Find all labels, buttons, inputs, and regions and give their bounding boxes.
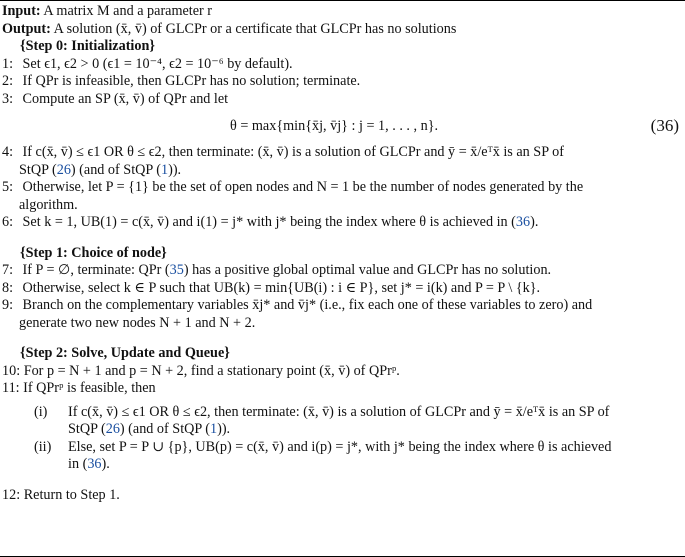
text: Set k = 1, UB(1) = c(x̄, v̄) and i(1) = j* with j* being the index where θ is achieved in ( — [22, 214, 516, 230]
text: in ( — [68, 456, 88, 472]
line-text: For p = N + 1 and p = N + 2, find a stationary point (x̄, v̄) of QPrᵖ. — [23, 362, 400, 379]
text: StQP ( — [19, 161, 57, 178]
line-text: If QPrᵖ is feasible, then — [23, 380, 156, 396]
line-text: Set ϵ1, ϵ2 > 0 (ϵ1 = 10⁻⁴, ϵ2 = 10⁻⁶ by default). — [22, 55, 293, 72]
citation-link[interactable]: 35 — [169, 262, 184, 278]
line-number: 5: — [2, 179, 14, 195]
text: StQP ( — [68, 421, 106, 437]
line-4 — [2, 144, 683, 162]
citation-link[interactable]: 26 — [56, 161, 71, 178]
step2-title: {Step 2: Solve, Update and Queue} — [20, 345, 230, 361]
line-text: Branch on the complementary variables x̄j* and v̄j* (i.e., fix each one of these variables to zero) and — [22, 297, 593, 313]
output-text: A solution (x̄, v̄) of GLCPr or a certificate that GLCPr has no solutions — [53, 20, 457, 37]
line-12 — [2, 487, 683, 505]
line-11 — [2, 380, 683, 398]
input-line — [2, 3, 683, 21]
citation-link[interactable]: 1 — [210, 421, 218, 437]
line-text: If c(x̄, v̄) ≤ ϵ1 OR θ ≤ ϵ2, then terminate: (x̄, v̄) is a solution of GLCPr and ȳ = x̄/eᵀx̄ is an SP of — [68, 403, 610, 420]
line-text: If QPr is infeasible, then GLCPr has no solution; terminate. — [22, 73, 361, 89]
line-11-ii — [2, 439, 683, 457]
text: ). — [530, 214, 539, 230]
text: If P = ∅, terminate: QPr ( — [22, 262, 170, 278]
text: ) (and of StQP ( — [119, 421, 211, 437]
line-8 — [2, 280, 683, 298]
line-5 — [2, 179, 683, 197]
line-text: Otherwise, select k ∈ P such that UB(k) = min{UB(i) : i ∈ P}, set j* = i(k) and P = P \ {k}. — [22, 279, 541, 296]
line-number: 12: — [2, 486, 21, 503]
line-9-cont: generate two new nodes N + 1 and N + 2. — [19, 314, 256, 331]
line-number: 1: — [2, 55, 14, 72]
line-number: 11: — [2, 380, 20, 396]
output-label: Output: — [2, 20, 51, 37]
line-number: 10: — [2, 362, 21, 379]
text: ). — [101, 456, 110, 472]
input-label: Input: — [2, 3, 41, 19]
step0-title: {Step 0: Initialization} — [20, 38, 155, 54]
line-number: 6: — [2, 214, 14, 230]
line-number: 7: — [2, 262, 14, 278]
line-3 — [2, 91, 683, 109]
line-number: 3: — [2, 90, 14, 107]
line-number: 2: — [2, 73, 14, 89]
line-number: 9: — [2, 297, 14, 313]
line-10 — [2, 363, 683, 381]
line-text: Return to Step 1. — [23, 486, 120, 503]
line-text: Compute an SP (x̄, v̄) of QPr and let — [22, 90, 229, 107]
line-9 — [2, 297, 683, 315]
input-text: A matrix M and a parameter r — [43, 3, 213, 19]
roman-numeral: (ii) — [34, 438, 52, 455]
text: )). — [168, 161, 182, 178]
equation-36 — [2, 108, 683, 144]
line-6 — [2, 214, 683, 232]
line-4-cont — [2, 162, 683, 180]
citation-link[interactable]: 36 — [87, 456, 102, 472]
roman-numeral: (i) — [34, 403, 48, 420]
citation-link[interactable]: 36 — [515, 214, 531, 230]
line-5-cont: algorithm. — [19, 196, 78, 213]
line-11-i — [2, 404, 683, 422]
equation-number: (36) — [650, 116, 679, 135]
step1-title: {Step 1: Choice of node} — [20, 244, 167, 261]
line-text: If c(x̄, v̄) ≤ ϵ1 OR θ ≤ ϵ2, then terminate: (x̄, v̄) is a solution of GLCPr and ȳ = x̄/eᵀx̄ is an SP of — [22, 144, 564, 160]
line-number: 4: — [2, 144, 14, 160]
text: ) has a positive global optimal value and GLCPr has no solution. — [183, 262, 552, 278]
equation-formula: θ = max{min{x̄j, v̄j} : j = 1, . . . , n}. — [230, 118, 439, 134]
line-number: 8: — [2, 279, 14, 296]
citation-link[interactable]: 26 — [105, 421, 120, 437]
line-text: Else, set P = P ∪ {p}, UB(p) = c(x̄, v̄) and i(p) = j*, with j* being the index where θ is achieved — [68, 438, 612, 455]
line-text: Otherwise, let P = {1} be the set of open nodes and N = 1 be the number of nodes generated by the — [22, 179, 584, 195]
line-7 — [2, 262, 683, 280]
citation-link[interactable]: 1 — [161, 161, 169, 178]
line-2 — [2, 73, 683, 91]
text: ) (and of StQP ( — [70, 161, 162, 178]
line-11-ii-cont — [2, 456, 683, 474]
text: )). — [217, 421, 231, 437]
line-1 — [2, 56, 683, 74]
line-11-i-cont — [2, 421, 683, 439]
output-line — [2, 21, 683, 39]
